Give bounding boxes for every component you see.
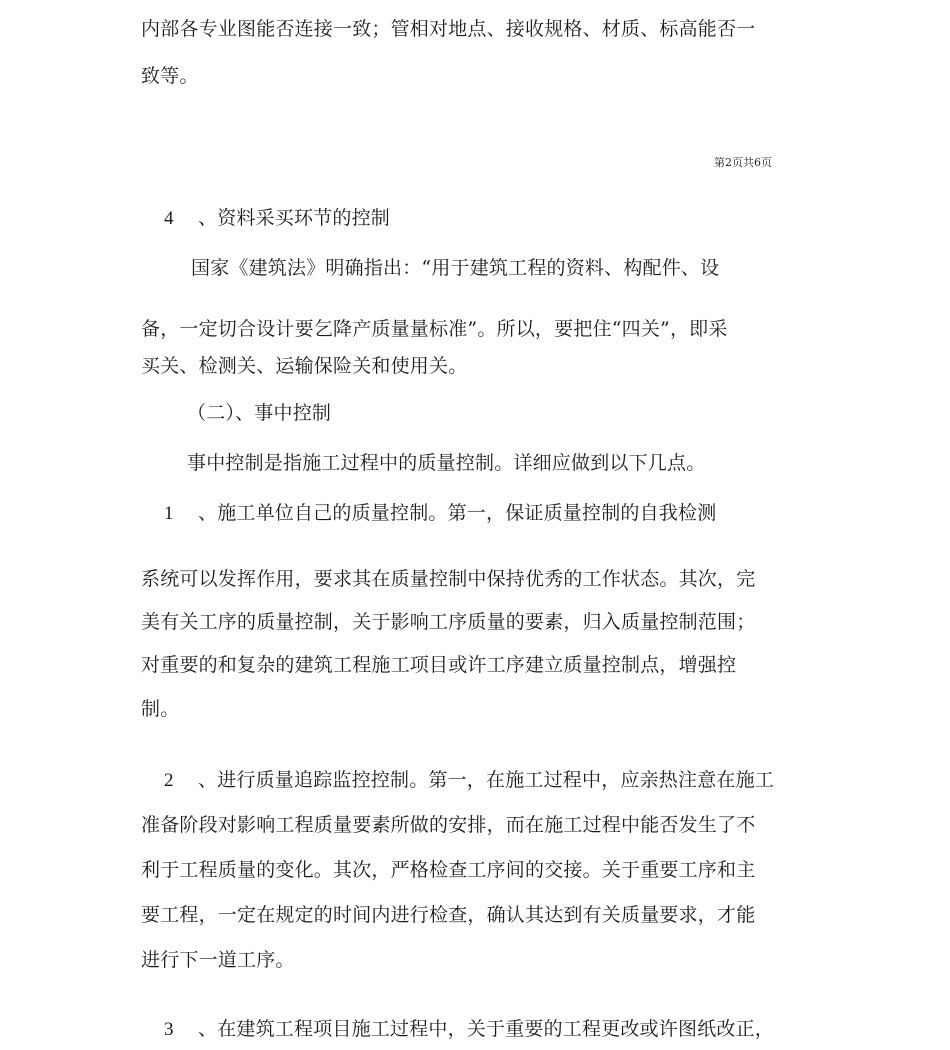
numbered-item bbox=[164, 768, 774, 793]
text-line: 进行下一道工序。 bbox=[141, 949, 295, 971]
text-line: 备，一定切合设计要乞降产质量量标准”。所以，要把住“四关”，即采 bbox=[141, 318, 728, 340]
text-line: 对重要的和复杂的建筑工程施工项目或许工序建立质量控制点，增强控 bbox=[141, 654, 737, 676]
section-heading: （二）、事中控制 bbox=[187, 402, 332, 424]
text-line: 系统可以发挥作用，要求其在质量控制中保持优秀的工作状态。其次，完 bbox=[141, 568, 756, 590]
numbered-item bbox=[164, 206, 390, 231]
text-line: 内部各专业图能否连接一致；管相对地点、接收规格、材质、标高能否一 bbox=[141, 18, 756, 40]
item-text: 、进行质量追踪监控控制。第一，在施工过程中，应亲热注意在施工 bbox=[198, 769, 775, 791]
page-number: 第2页共6页 bbox=[714, 156, 772, 169]
item-number: 3 bbox=[164, 1019, 174, 1040]
item-text: 、施工单位自己的质量控制。第一，保证质量控制的自我检测 bbox=[198, 502, 717, 524]
item-number: 2 bbox=[164, 770, 174, 791]
text-line: 美有关工序的质量控制，关于影响工序质量的要素，归入质量控制范围； bbox=[141, 611, 756, 633]
numbered-item bbox=[164, 501, 716, 526]
item-number: 1 bbox=[164, 503, 174, 524]
text-line: 准备阶段对影响工程质量要素所做的安排，而在施工过程中能否发生了不 bbox=[141, 814, 756, 836]
text-line: 致等。 bbox=[141, 65, 199, 87]
item-text: 、在建筑工程项目施工过程中，关于重要的工程更改或许图纸改正， bbox=[198, 1018, 775, 1040]
text-line: 利于工程质量的变化。其次，严格检查工序间的交接。关于重要工序和主 bbox=[141, 859, 756, 881]
numbered-item bbox=[164, 1017, 774, 1042]
text-line: 事中控制是指施工过程中的质量控制。详细应做到以下几点。 bbox=[187, 452, 706, 474]
text-line: 制。 bbox=[141, 698, 180, 720]
item-text: 、资料采买环节的控制 bbox=[198, 207, 391, 229]
text-line: 买关、检测关、运输保险关和使用关。 bbox=[141, 355, 468, 377]
text-line: 要工程，一定在规定的时间内进行检查，确认其达到有关质量要求，才能 bbox=[141, 904, 756, 926]
item-number: 4 bbox=[164, 208, 174, 229]
text-line: 国家《建筑法》明确指出：“用于建筑工程的资料、构配件、设 bbox=[191, 257, 720, 279]
